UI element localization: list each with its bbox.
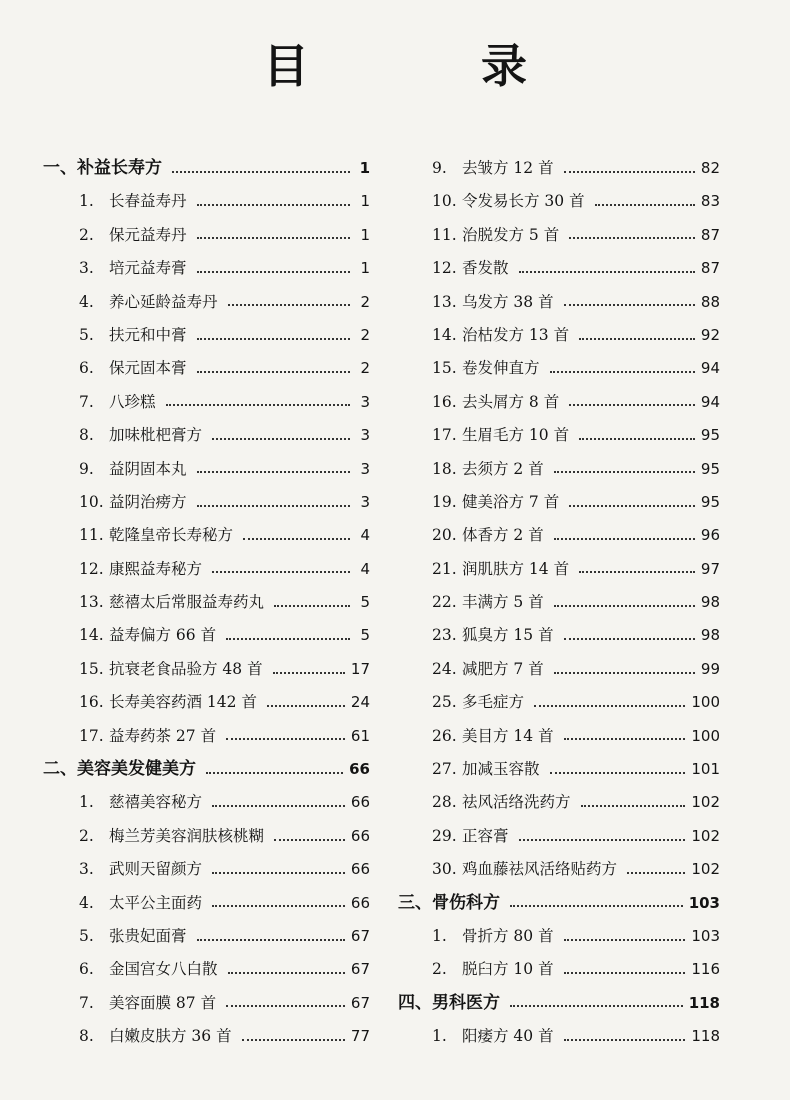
entry-number: 1. (432, 1027, 447, 1046)
dot-leader (228, 304, 350, 306)
dot-leader (564, 972, 686, 974)
dot-leader (510, 1005, 683, 1007)
page-number: 67 (350, 960, 370, 979)
dot-leader (579, 338, 695, 340)
entry-number: 6. (79, 960, 94, 979)
entry-title: 太平公主面药 (109, 893, 203, 912)
toc-entry (398, 953, 720, 986)
toc-entry (43, 887, 370, 920)
entry-number: 6. (79, 359, 94, 378)
dot-leader (595, 204, 695, 206)
entry-number: 23. (432, 626, 457, 645)
page-number: 98 (700, 593, 720, 612)
dot-leader (206, 772, 343, 774)
entry-number: 1. (79, 192, 94, 211)
toc-entry (398, 286, 720, 319)
toc-entry (398, 686, 720, 719)
page-number: 102 (691, 826, 720, 845)
entry-title: 抗衰老食品验方 48 首 (109, 659, 263, 678)
dot-leader (267, 705, 345, 707)
page-number: 3 (360, 492, 370, 511)
page-number: 98 (700, 626, 720, 645)
entry-number: 27. (432, 760, 457, 779)
page-number: 24 (350, 693, 370, 712)
toc-entry (398, 519, 720, 552)
toc-entry (43, 686, 370, 719)
dot-leader (197, 505, 350, 507)
page-number: 118 (688, 993, 720, 1012)
toc-entry (398, 419, 720, 452)
page-number: 83 (700, 192, 720, 211)
dot-leader (226, 1005, 345, 1007)
page-number: 1 (359, 159, 370, 177)
toc-entry (398, 553, 720, 586)
section-title: 四、男科医方 (398, 992, 500, 1013)
entry-title: 培元益寿膏 (109, 259, 187, 278)
dot-leader (197, 939, 345, 941)
toc-entry (43, 453, 370, 486)
dot-leader (569, 404, 695, 406)
entry-number: 5. (79, 325, 94, 344)
entry-number: 4. (79, 292, 94, 311)
page-number: 103 (691, 926, 720, 945)
dot-leader (554, 672, 695, 674)
entry-title: 骨折方 80 首 (462, 926, 554, 945)
toc-section-heading (398, 987, 720, 1020)
dot-leader (554, 605, 695, 607)
entry-title: 丰满方 5 首 (462, 593, 544, 612)
toc-entry (398, 319, 720, 352)
page-number: 66 (349, 760, 370, 779)
dot-leader (274, 839, 345, 841)
entry-title: 生眉毛方 10 首 (462, 426, 570, 445)
entry-title: 扶元和中膏 (109, 325, 187, 344)
entry-title: 益阴固本丸 (109, 459, 187, 478)
dot-leader (197, 271, 350, 273)
dot-leader (510, 905, 683, 907)
entry-title: 康熙益寿秘方 (109, 559, 203, 578)
toc-entry (43, 853, 370, 886)
dot-leader (519, 271, 695, 273)
entry-title: 保元固本膏 (109, 359, 187, 378)
toc-entry (398, 152, 720, 185)
entry-title: 长寿美容药酒 142 首 (109, 693, 257, 712)
entry-number: 2. (79, 826, 94, 845)
toc-entry (43, 786, 370, 819)
page-number: 95 (700, 492, 720, 511)
entry-title: 令发易长方 30 首 (462, 192, 585, 211)
dot-leader (197, 471, 350, 473)
page-number: 87 (700, 225, 720, 244)
toc-entry (398, 820, 720, 853)
page-number: 94 (700, 392, 720, 411)
entry-number: 30. (432, 860, 457, 879)
entry-number: 15. (79, 659, 104, 678)
entry-number: 3. (79, 259, 94, 278)
dot-leader (579, 438, 695, 440)
section-title: 三、骨伤科方 (398, 892, 500, 913)
dot-leader (197, 237, 350, 239)
entry-number: 17. (79, 726, 104, 745)
dot-leader (197, 338, 350, 340)
toc-entry (398, 386, 720, 419)
page-number: 101 (691, 760, 720, 779)
entry-title: 梅兰芳美容润肤核桃糊 (109, 826, 265, 845)
entry-title: 益寿药茶 27 首 (109, 726, 217, 745)
entry-title: 多毛症方 (462, 693, 525, 712)
toc-entry (398, 352, 720, 385)
toc-entry (398, 586, 720, 619)
page-number: 17 (350, 659, 370, 678)
toc-entry (43, 1020, 370, 1053)
entry-title: 治枯发方 13 首 (462, 325, 570, 344)
entry-title: 去皱方 12 首 (462, 159, 554, 177)
page-number: 5 (360, 593, 370, 612)
dot-leader (579, 571, 695, 573)
entry-number: 12. (432, 259, 457, 278)
page-number: 102 (691, 860, 720, 879)
entry-title: 祛风活络洗药方 (462, 793, 571, 812)
entry-title: 慈禧太后常服益寿药丸 (109, 593, 265, 612)
entry-number: 25. (432, 693, 457, 712)
entry-title: 去须方 2 首 (462, 459, 544, 478)
page-number: 88 (700, 292, 720, 311)
dot-leader (569, 237, 695, 239)
page-number: 82 (700, 159, 720, 177)
dot-leader (581, 805, 686, 807)
page-number: 66 (350, 893, 370, 912)
toc-entry (43, 286, 370, 319)
entry-title: 白嫩皮肤方 36 首 (109, 1027, 232, 1046)
page-number: 100 (691, 693, 720, 712)
page-number: 1 (360, 192, 370, 211)
toc-section-heading (398, 887, 720, 920)
dot-leader (550, 371, 695, 373)
entry-title: 香发散 (462, 259, 509, 278)
page-number: 66 (350, 826, 370, 845)
dot-leader (534, 705, 685, 707)
dot-leader (212, 438, 350, 440)
toc-section-heading (43, 753, 370, 786)
entry-number: 29. (432, 826, 457, 845)
toc-entry (43, 319, 370, 352)
dot-leader (228, 972, 345, 974)
toc-entry (43, 419, 370, 452)
page-number: 87 (700, 259, 720, 278)
toc-section-heading (43, 152, 370, 185)
entry-number: 5. (79, 926, 94, 945)
entry-title: 慈禧美容秘方 (109, 793, 203, 812)
entry-title: 润肌肤方 14 首 (462, 559, 570, 578)
toc-entry (43, 386, 370, 419)
entry-title: 美目方 14 首 (462, 726, 554, 745)
entry-title: 正容膏 (462, 826, 509, 845)
dot-leader (569, 505, 695, 507)
dot-leader (564, 304, 695, 306)
entry-number: 14. (432, 325, 457, 344)
toc-entry (43, 486, 370, 519)
toc-entry (398, 653, 720, 686)
toc-entry (398, 753, 720, 786)
toc-entry (398, 219, 720, 252)
page-number: 4 (360, 559, 370, 578)
entry-title: 乾隆皇帝长寿秘方 (109, 526, 234, 545)
page-number: 96 (700, 526, 720, 545)
page-number: 100 (691, 726, 720, 745)
entry-number: 1. (432, 926, 447, 945)
entry-number: 11. (79, 526, 104, 545)
dot-leader (226, 638, 350, 640)
page-number: 97 (700, 559, 720, 578)
entry-number: 7. (79, 993, 94, 1012)
entry-number: 24. (432, 659, 457, 678)
page-number: 67 (350, 926, 370, 945)
toc-entry (43, 920, 370, 953)
page-number: 3 (360, 459, 370, 478)
page-number: 67 (350, 993, 370, 1012)
entry-title: 保元益寿丹 (109, 225, 187, 244)
toc-entry (43, 185, 370, 218)
toc-entry (43, 720, 370, 753)
entry-title: 阳痿方 40 首 (462, 1027, 554, 1046)
entry-number: 18. (432, 459, 457, 478)
dot-leader (212, 905, 345, 907)
dot-leader (564, 638, 695, 640)
entry-title: 体香方 2 首 (462, 526, 544, 545)
toc-entry (43, 619, 370, 652)
page-number: 2 (360, 359, 370, 378)
entry-number: 20. (432, 526, 457, 545)
entry-number: 19. (432, 492, 457, 511)
entry-number: 21. (432, 559, 457, 578)
dot-leader (212, 805, 345, 807)
dot-leader (564, 738, 686, 740)
page-number: 2 (360, 325, 370, 344)
page-number: 4 (360, 526, 370, 545)
dot-leader (242, 1039, 345, 1041)
toc-right-column (398, 152, 720, 1054)
dot-leader (627, 872, 685, 874)
page-number: 1 (360, 259, 370, 278)
entry-title: 八珍糕 (109, 392, 156, 411)
dot-leader (172, 171, 350, 173)
entry-number: 8. (79, 426, 94, 445)
toc-entry (398, 619, 720, 652)
entry-title: 张贵妃面膏 (109, 926, 187, 945)
toc-entry (398, 185, 720, 218)
page-number: 66 (350, 860, 370, 879)
entry-title: 减肥方 7 首 (462, 659, 544, 678)
entry-number: 3. (79, 860, 94, 879)
dot-leader (564, 939, 686, 941)
entry-title: 金国宫女八白散 (109, 960, 218, 979)
entry-number: 4. (79, 893, 94, 912)
entry-number: 9. (79, 459, 94, 478)
toc-entry (43, 553, 370, 586)
entry-number: 7. (79, 392, 94, 411)
page-number: 61 (350, 726, 370, 745)
entry-title: 鸡血藤祛风活络贴药方 (462, 860, 618, 879)
toc-entry (43, 219, 370, 252)
toc-entry (43, 820, 370, 853)
dot-leader (197, 371, 350, 373)
toc-entry (398, 486, 720, 519)
entry-number: 2. (432, 960, 447, 979)
dot-leader (554, 538, 695, 540)
entry-number: 11. (432, 225, 457, 244)
toc-entry (43, 653, 370, 686)
page-number: 95 (700, 426, 720, 445)
section-title: 二、美容美发健美方 (43, 759, 196, 780)
toc-entry (43, 987, 370, 1020)
entry-title: 武则天留颜方 (109, 860, 203, 879)
entry-title: 益寿偏方 66 首 (109, 626, 217, 645)
toc-entry (398, 853, 720, 886)
entry-title: 美容面膜 87 首 (109, 993, 217, 1012)
page-number: 94 (700, 359, 720, 378)
dot-leader (212, 571, 350, 573)
section-title: 一、补益长寿方 (43, 158, 162, 178)
entry-number: 9. (432, 159, 447, 177)
entry-title: 狐臭方 15 首 (462, 626, 554, 645)
entry-number: 1. (79, 793, 94, 812)
toc-entry (43, 252, 370, 285)
entry-number: 2. (79, 225, 94, 244)
dot-leader (273, 672, 345, 674)
toc-entry (398, 920, 720, 953)
entry-title: 益阴治痨方 (109, 492, 187, 511)
page-number: 95 (700, 459, 720, 478)
page-number: 116 (691, 960, 720, 979)
entry-number: 13. (432, 292, 457, 311)
dot-leader (564, 1039, 686, 1041)
entry-title: 加减玉容散 (462, 760, 540, 779)
dot-leader (212, 872, 345, 874)
toc-entry (398, 252, 720, 285)
page-number: 3 (360, 392, 370, 411)
page-number: 99 (700, 659, 720, 678)
toc-entry (398, 453, 720, 486)
entry-number: 28. (432, 793, 457, 812)
dot-leader (274, 605, 350, 607)
page-number: 3 (360, 426, 370, 445)
page-number: 1 (360, 225, 370, 244)
dot-leader (226, 738, 345, 740)
toc-entry (43, 519, 370, 552)
toc-entry (398, 786, 720, 819)
entry-number: 13. (79, 593, 104, 612)
dot-leader (554, 471, 695, 473)
entry-number: 10. (79, 492, 104, 511)
entry-number: 12. (79, 559, 104, 578)
entry-number: 14. (79, 626, 104, 645)
toc-entry (398, 720, 720, 753)
dot-leader (197, 204, 350, 206)
entry-title: 去头屑方 8 首 (462, 392, 560, 411)
entry-number: 10. (432, 192, 457, 211)
page-number: 66 (350, 793, 370, 812)
entry-number: 26. (432, 726, 457, 745)
entry-number: 16. (432, 392, 457, 411)
toc-left-column (43, 152, 370, 1054)
dot-leader (166, 404, 350, 406)
entry-title: 健美浴方 7 首 (462, 492, 560, 511)
page-number: 118 (691, 1027, 720, 1046)
entry-number: 16. (79, 693, 104, 712)
page-number: 102 (691, 793, 720, 812)
dot-leader (564, 171, 695, 173)
entry-number: 8. (79, 1027, 94, 1046)
entry-title: 养心延龄益寿丹 (109, 292, 218, 311)
entry-title: 治脱发方 5 首 (462, 225, 560, 244)
entry-title: 卷发伸直方 (462, 359, 540, 378)
entry-title: 加味枇杷膏方 (109, 426, 203, 445)
dot-leader (519, 839, 686, 841)
entry-title: 长春益寿丹 (109, 192, 187, 211)
toc-entry (43, 953, 370, 986)
entry-number: 22. (432, 593, 457, 612)
entry-title: 脱臼方 10 首 (462, 960, 554, 979)
page-number: 103 (688, 893, 720, 912)
toc-entry (43, 352, 370, 385)
page-number: 5 (360, 626, 370, 645)
toc-entry (398, 1020, 720, 1053)
page-number: 92 (700, 325, 720, 344)
entry-number: 17. (432, 426, 457, 445)
dot-leader (243, 538, 350, 540)
page-number: 2 (360, 292, 370, 311)
page-number: 77 (350, 1027, 370, 1046)
entry-title: 乌发方 38 首 (462, 292, 554, 311)
page-title: 目 录 (262, 39, 605, 93)
entry-number: 15. (432, 359, 457, 378)
dot-leader (550, 772, 686, 774)
toc-entry (43, 586, 370, 619)
